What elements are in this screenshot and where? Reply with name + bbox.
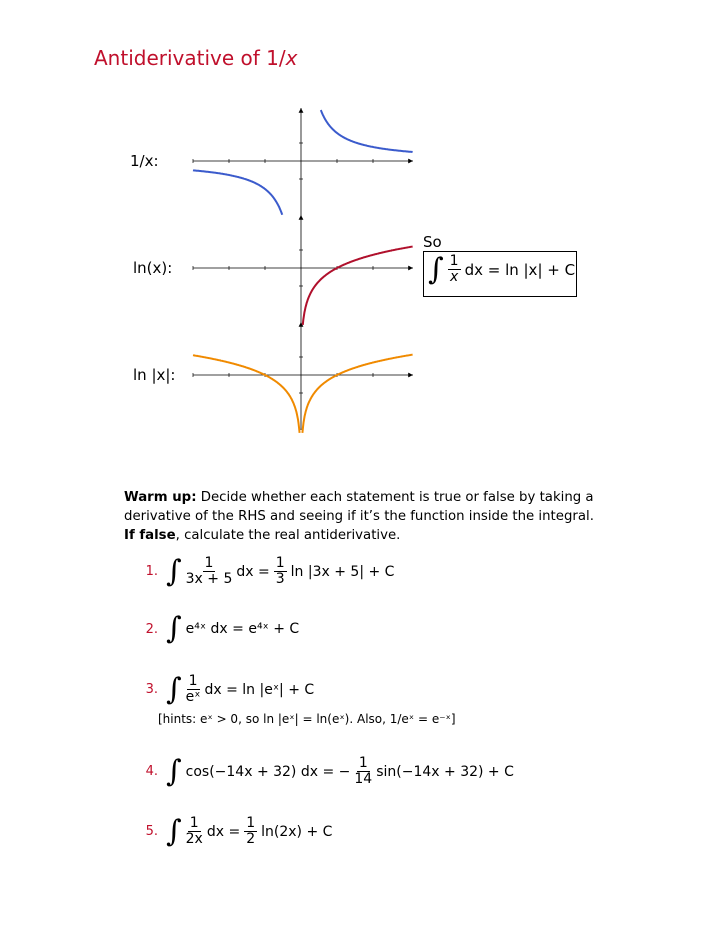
problem-1: 1. ∫ $\frac{1}{3x + 5}$ dx = $\frac{1}{3}$ ln |3x + 5| + C [145,553,395,589]
problem-2: 2. ∫ e⁴ˣ dx = e⁴ˣ + C [145,611,300,646]
warmup-instructions: Warm up: Decide whether each statement is true or false by taking a derivative of the RHS and seeing if it’s the function inside the integral. If false, calculate the real antiderivative. [124,490,594,543]
integral-sign: ∫ [428,251,444,287]
axes-ln [193,215,413,322]
integral-sign: ∫ [166,753,182,789]
ln-abs-curve-left [193,355,300,433]
result-fraction: $\frac{1}{x}$ [449,253,459,286]
graph-label-ln: ln(x): [133,259,173,277]
hint-text: [hints: eˣ > 0, so ln |eˣ| = ln(eˣ). Also, 1/eˣ = e⁻ˣ] [158,712,456,726]
so-label: So [423,233,442,251]
problem-4: 4. ∫ cos(−14x + 32) dx = − $\frac{1}{14}$ sin(−14x + 32) + C [145,753,514,789]
reciprocal-curve-positive [321,110,413,152]
integral-sign: ∫ [166,813,182,849]
function-graphs [0,0,720,460]
reciprocal-curve-negative [193,170,282,215]
axes-reciprocal [193,108,413,215]
page-title: Antiderivative of 1/x [94,46,298,70]
ln-curve [303,247,413,325]
graph-label-reciprocal: 1/x: [130,152,159,170]
problem-5: 5. ∫ $\frac{1}{2x}$ dx = $\frac{1}{2}$ ln(2x) + C [145,813,333,849]
integral-sign: ∫ [166,611,182,646]
graph-label-ln-abs: ln |x|: [133,366,176,384]
result-rhs: dx = ln |x| + C [464,260,576,279]
axes-ln-abs [193,322,413,430]
ln-abs-curve-right [302,355,412,433]
integral-sign: ∫ [166,553,182,589]
result-box [423,251,577,297]
problem-3: 3. ∫ $\frac{1}{\text{eˣ}}$ dx = ln |eˣ| + C [145,671,315,707]
integral-sign: ∫ [166,671,182,707]
